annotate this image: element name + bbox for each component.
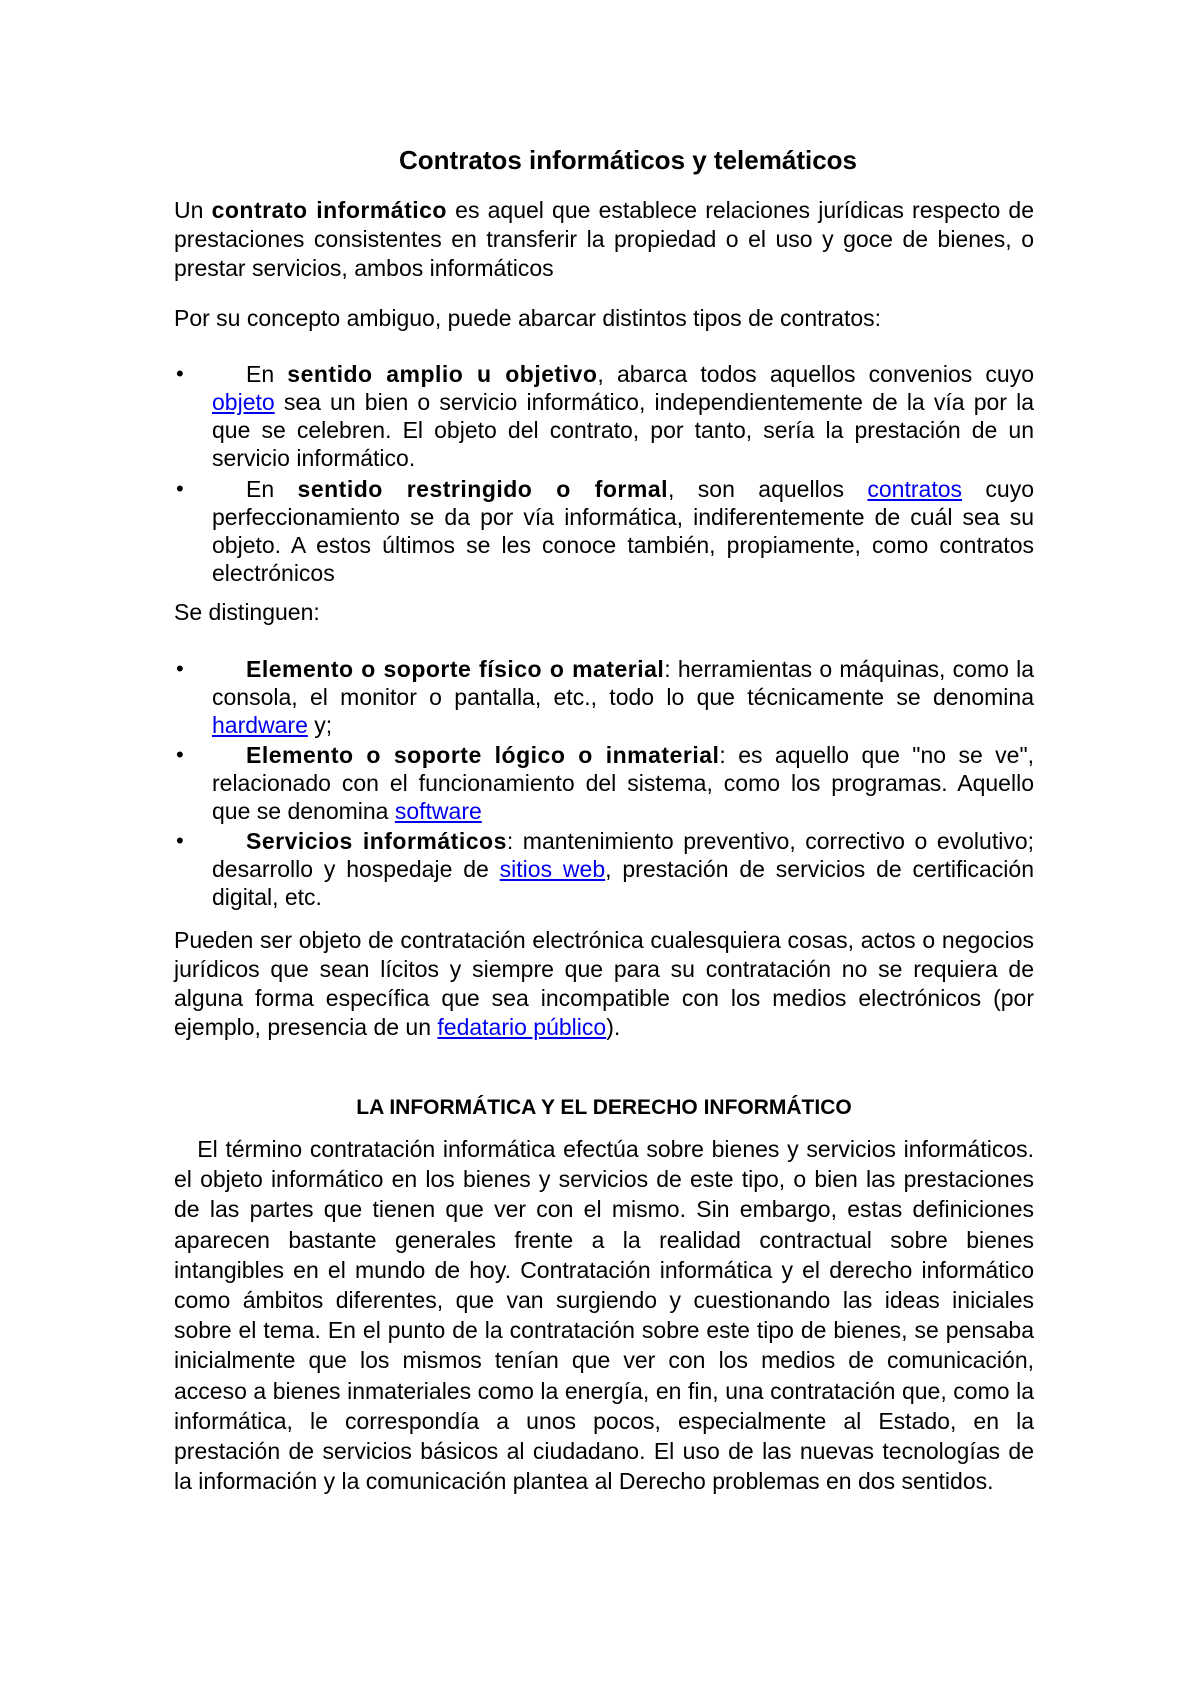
objects-text: Pueden ser objeto de contratación electrónica cualesquiera cosas, actos o negocios jurídicos que sean lícitos y siempre que para su contratación no se requiera de alguna forma específica que sea incompatible con los medios electrónicos (por ejemplo, presencia de un (174, 927, 1034, 1040)
link-objeto[interactable]: objeto (212, 389, 275, 415)
section-text: El término contratación informática efectúa sobre bienes y servicios informáticos. el objeto informático en los bienes y servicios de este tipo, o bien las prestaciones de las partes que tienen que ver con el mismo. Sin embargo, estas definiciones aparecen bastante generales frente a la realidad contractual sobre bienes intangibles en el mundo de hoy. Contratación informática y el derecho informático como ámbitos diferentes, que van surgiendo y cuestionando las ideas iniciales sobre el tema. En el punto de la contratación sobre este tipo de bienes, se pensaba inicialmente que los mismos tenían que ver con los medios de comunicación, acceso a bienes inmateriales como la energía, en fin, una contratación que, como la informática, le correspondía a unos pocos, especialmente al Estado, en la prestación de servicios básicos al ciudadano. El uso de las nuevas tecnologías de la información y la comunicación plantea al Derecho problemas en dos sentidos. (174, 1136, 1035, 1495)
document-title: Contratos informáticos y telemáticos (399, 145, 857, 175)
bullet-icon: • (176, 742, 184, 767)
element-text-end: y; (307, 712, 333, 738)
section-heading: LA INFORMÁTICA Y EL DERECHO INFORMÁTICO (356, 1096, 852, 1119)
list-item (174, 655, 1034, 739)
element-bold-term: Elemento o soporte lógico o inmaterial (246, 742, 720, 768)
link-sitios-web[interactable]: sitios web (499, 856, 606, 882)
link-fedatario-publico[interactable]: fedatario público (437, 1014, 607, 1040)
link-contratos[interactable]: contratos (867, 476, 962, 502)
objects-text-end: ). (606, 1014, 621, 1040)
sense-text: , abarca todos aquellos convenios cuyo (597, 361, 1034, 387)
element-text: : mantenimiento preventivo, correctivo o evolutivo; desarrollo y hospedaje de (212, 828, 1034, 882)
objects-paragraph (174, 926, 1034, 1042)
sense-prefix: En (246, 361, 288, 387)
sense-bold-term: sentido amplio u objetivo (287, 361, 598, 387)
list-item (174, 475, 1034, 587)
element-text: : herramientas o máquinas, como la consola, el monitor o pantalla, etc., todo lo que técnicamente se denomina (212, 656, 1035, 710)
bullet-icon: • (176, 361, 184, 386)
sense-text: , son aquellos (668, 476, 868, 502)
list-item (174, 360, 1034, 472)
bullet-icon: • (176, 656, 184, 681)
list-item (174, 741, 1034, 825)
intro-paragraph (174, 196, 1034, 283)
senses-list (174, 360, 1034, 587)
intro-prefix: Un (174, 197, 212, 223)
section-paragraph (174, 1134, 1034, 1496)
elements-list (174, 655, 1034, 911)
bullet-icon: • (176, 828, 184, 853)
concept-paragraph: Por su concepto ambiguo, puede abarcar distintos tipos de contratos: (174, 305, 882, 331)
intro-bold-term: contrato informático (211, 197, 447, 223)
distinguish-paragraph: Se distinguen: (174, 599, 320, 625)
intro-rest: es aquel que establece relaciones jurídicas respecto de prestaciones consistentes en transferir la propiedad o el uso y goce de bienes, o prestar servicios, ambos informáticos (174, 197, 1034, 281)
sense-prefix: En (246, 476, 298, 502)
sense-text-end: sea un bien o servicio informático, independientemente de la vía por la que se celebren. El objeto del contrato, por tanto, sería la prestación de un servicio informático. (212, 389, 1034, 471)
element-text: : es aquello que "no se ve", relacionado con el funcionamiento del sistema, como los programas. Aquello que se denomina (212, 742, 1034, 824)
sense-text-end: cuyo perfeccionamiento se da por vía informática, indiferentemente de cuál sea su objeto. A estos últimos se les conoce también, propiamente, como contratos electrónicos (212, 476, 1034, 586)
element-bold-term: Servicios informáticos (246, 828, 507, 854)
link-software[interactable]: software (394, 798, 482, 824)
element-bold-term: Elemento o soporte físico o material (246, 656, 665, 682)
list-item (174, 827, 1034, 911)
bullet-icon: • (176, 476, 184, 501)
element-text-end: , prestación de servicios de certificación digital, etc. (212, 856, 1034, 910)
link-hardware[interactable]: hardware (212, 712, 308, 738)
sense-bold-term: sentido restringido o formal (297, 476, 669, 502)
